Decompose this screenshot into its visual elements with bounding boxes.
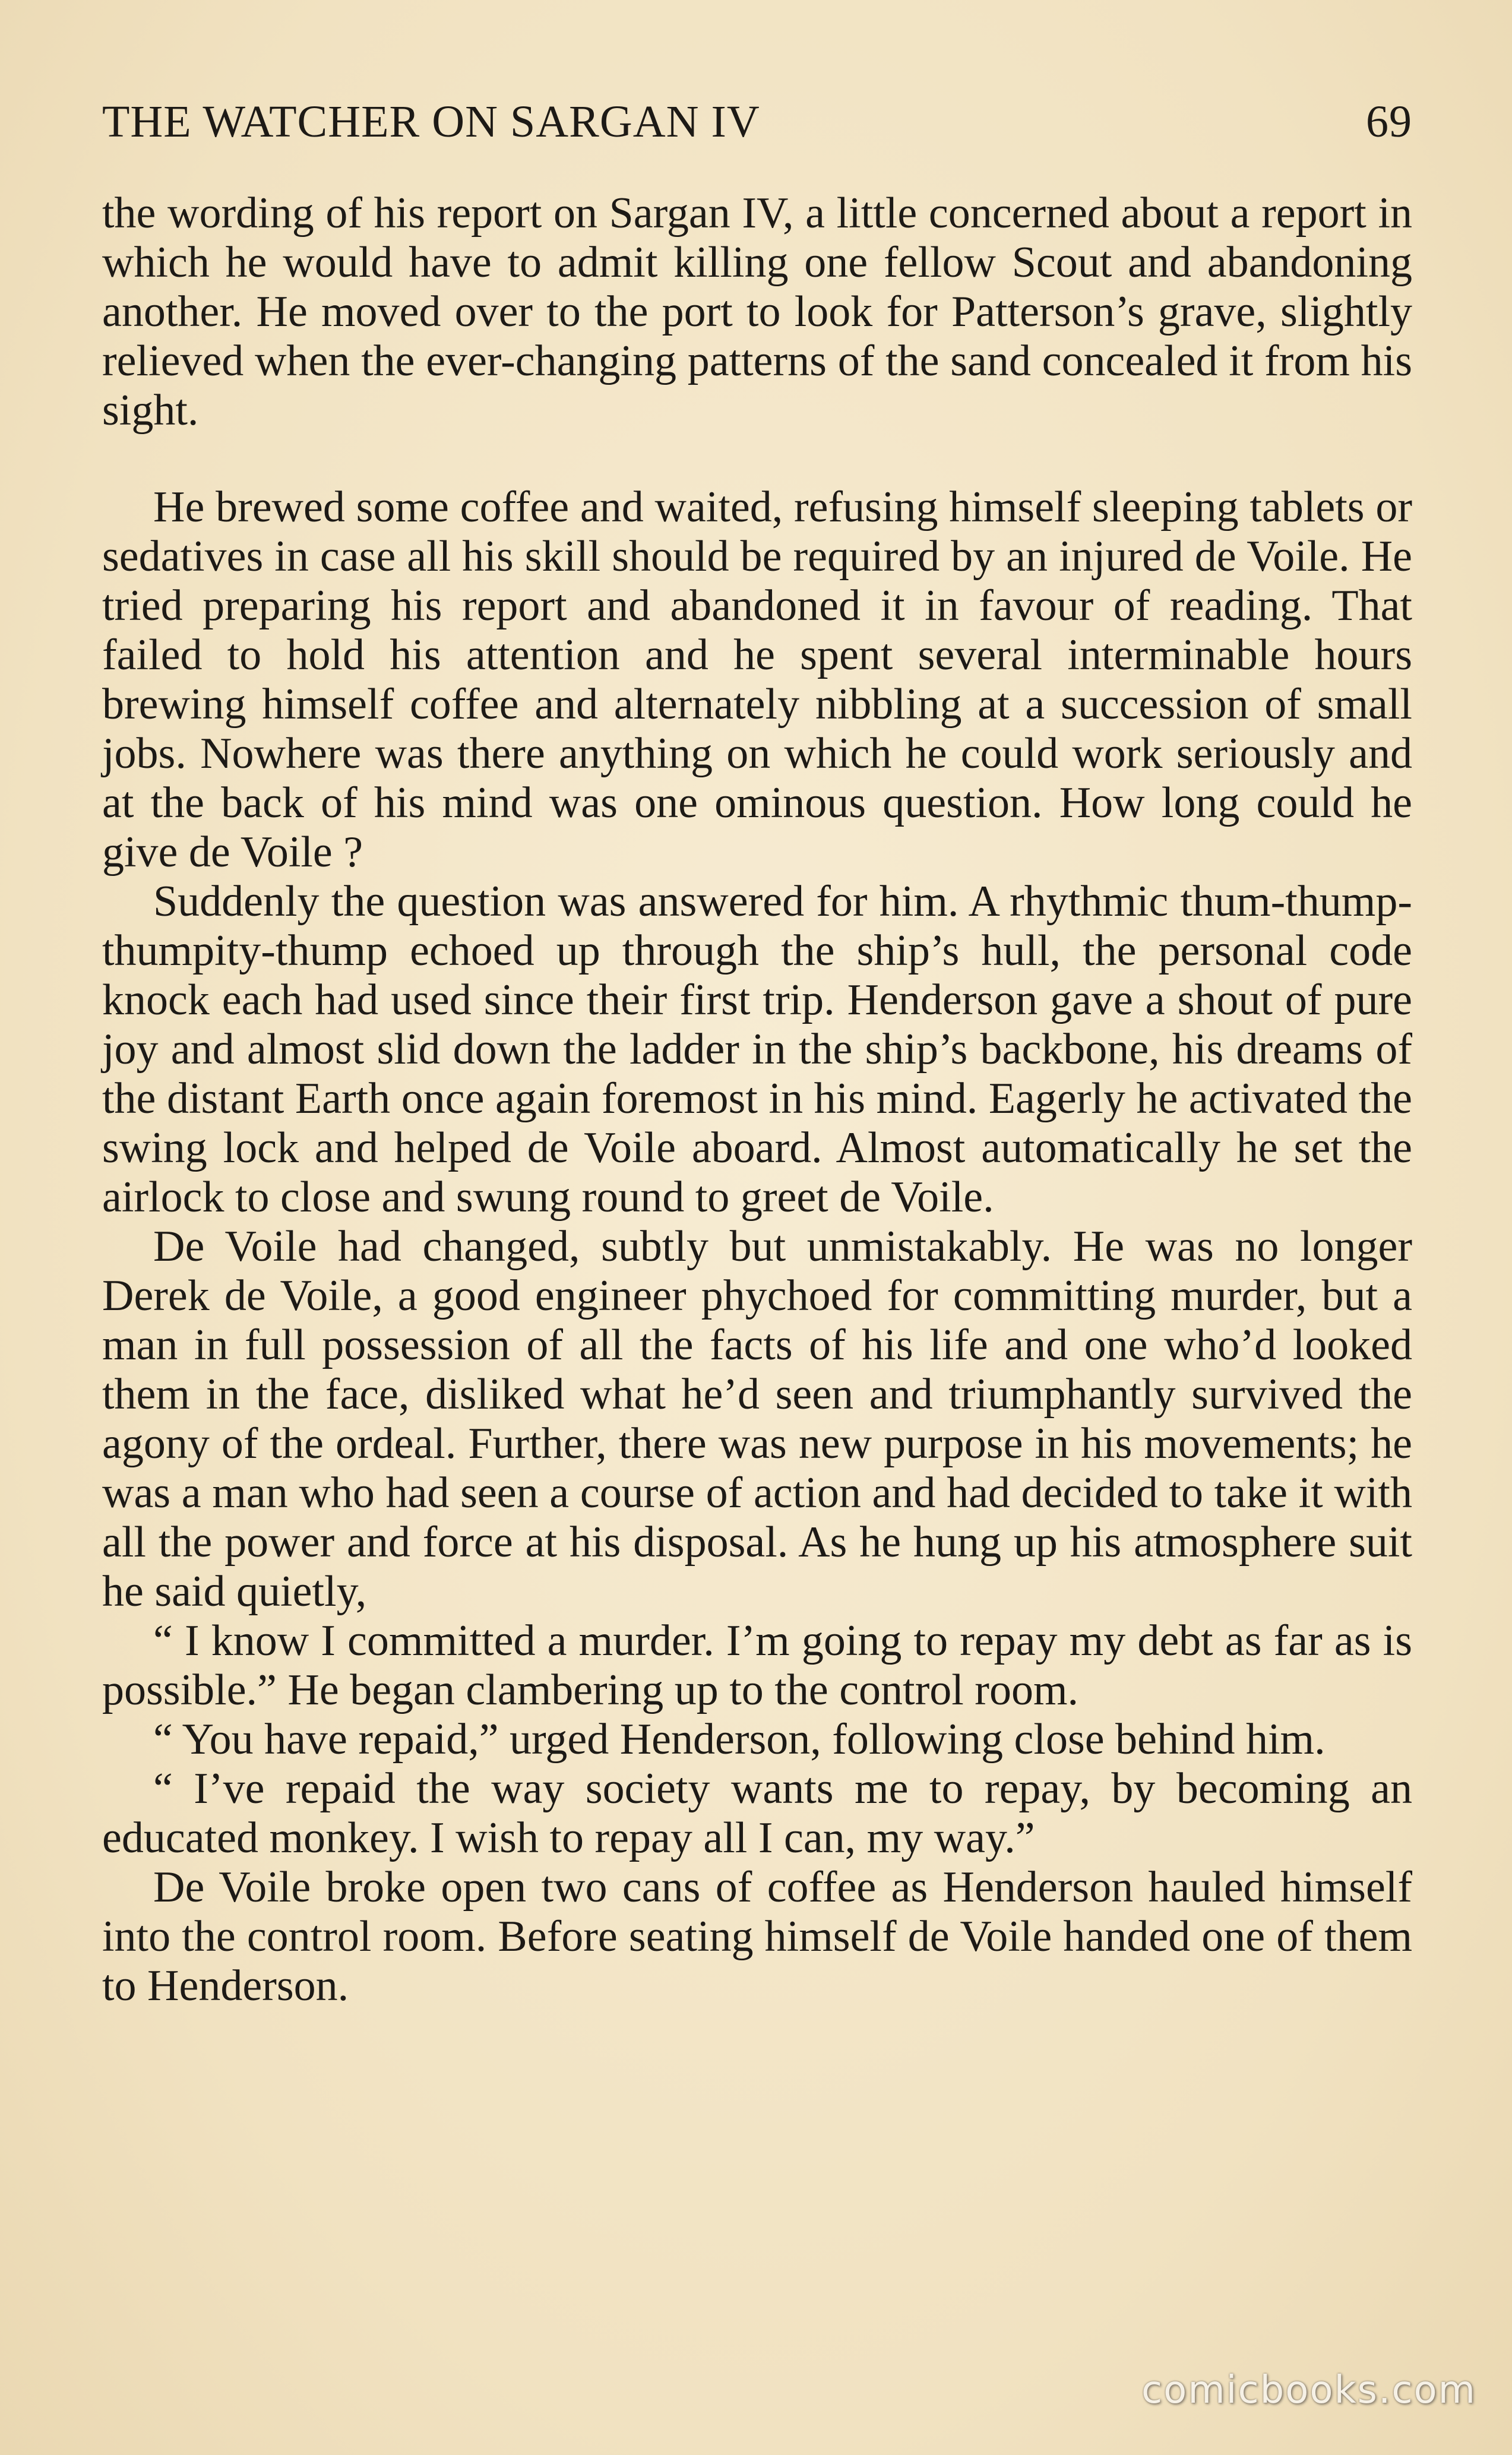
paragraph-2: He brewed some coffee and waited, refusing himself sleeping tablets or sedatives in case all his skill should be required by an injured de Voile. He tried preparing his report and abandoned it in favour of reading. That failed to hold his attention and he spent several interminable hours brewing himself coffee and alternately nibbling at a succession of small jobs. Nowhere was there anything on which he could work seriously and at the back of his mind was one ominous question. How long could he give de Voile ? xyxy=(102,483,1412,877)
paragraph-7: “ I’ve repaid the way society wants me to repay, by becoming an educated monkey. I wish to repay all I can, my way.” xyxy=(102,1764,1412,1862)
page-number: 69 xyxy=(1366,96,1412,147)
body-text xyxy=(102,189,1412,2011)
watermark-logo: comicbooks.com xyxy=(1141,2368,1476,2412)
paragraph-8: De Voile broke open two cans of coffee as Henderson hauled himself into the control room. Before seating himself de Voile handed one of them to Henderson. xyxy=(102,1863,1412,2010)
paragraph-1: the wording of his report on Sargan IV, a little concerned about a report in which he would have to admit killing one fellow Scout and abandoning another. He moved over to the port to look for Patterson’s grave, slightly relieved when the ever-changing patterns of the sand concealed it from his sight. xyxy=(102,189,1412,435)
running-header xyxy=(102,89,1412,154)
paragraph-3: Suddenly the question was answered for him. A rhythmic thum-thump-thumpity-thump echoed up through the ship’s hull, the personal code knock each had used since their first trip. Henderson gave a shout of pure joy and almost slid down the ladder in the ship’s backbone, his dreams of the distant Earth once again foremost in his mind. Eagerly he activated the swing lock and helped de Voile aboard. Almost automatically he set the airlock to close and swung round to greet de Voile. xyxy=(102,877,1412,1222)
paragraph-4: De Voile had changed, subtly but unmistakably. He was no longer Derek de Voile, a good engineer phychoed for committing murder, but a man in full possession of all the facts of his life and one who’d looked them in the face, disliked what he’d seen and triumphantly survived the agony of the ordeal. Further, there was new purpose in his movements; he was a man who had seen a course of action and had decided to take it with all the power and force at his disposal. As he hung up his atmosphere suit he said quietly, xyxy=(102,1222,1412,1616)
chapter-title: THE WATCHER ON SARGAN IV xyxy=(102,96,760,147)
paragraph-6: “ You have repaid,” urged Henderson, following close behind him. xyxy=(153,1715,1326,1764)
paragraph-5: “ I know I committed a murder. I’m going to repay my debt as far as is possible.” He began clambering up to the control room. xyxy=(102,1616,1412,1714)
